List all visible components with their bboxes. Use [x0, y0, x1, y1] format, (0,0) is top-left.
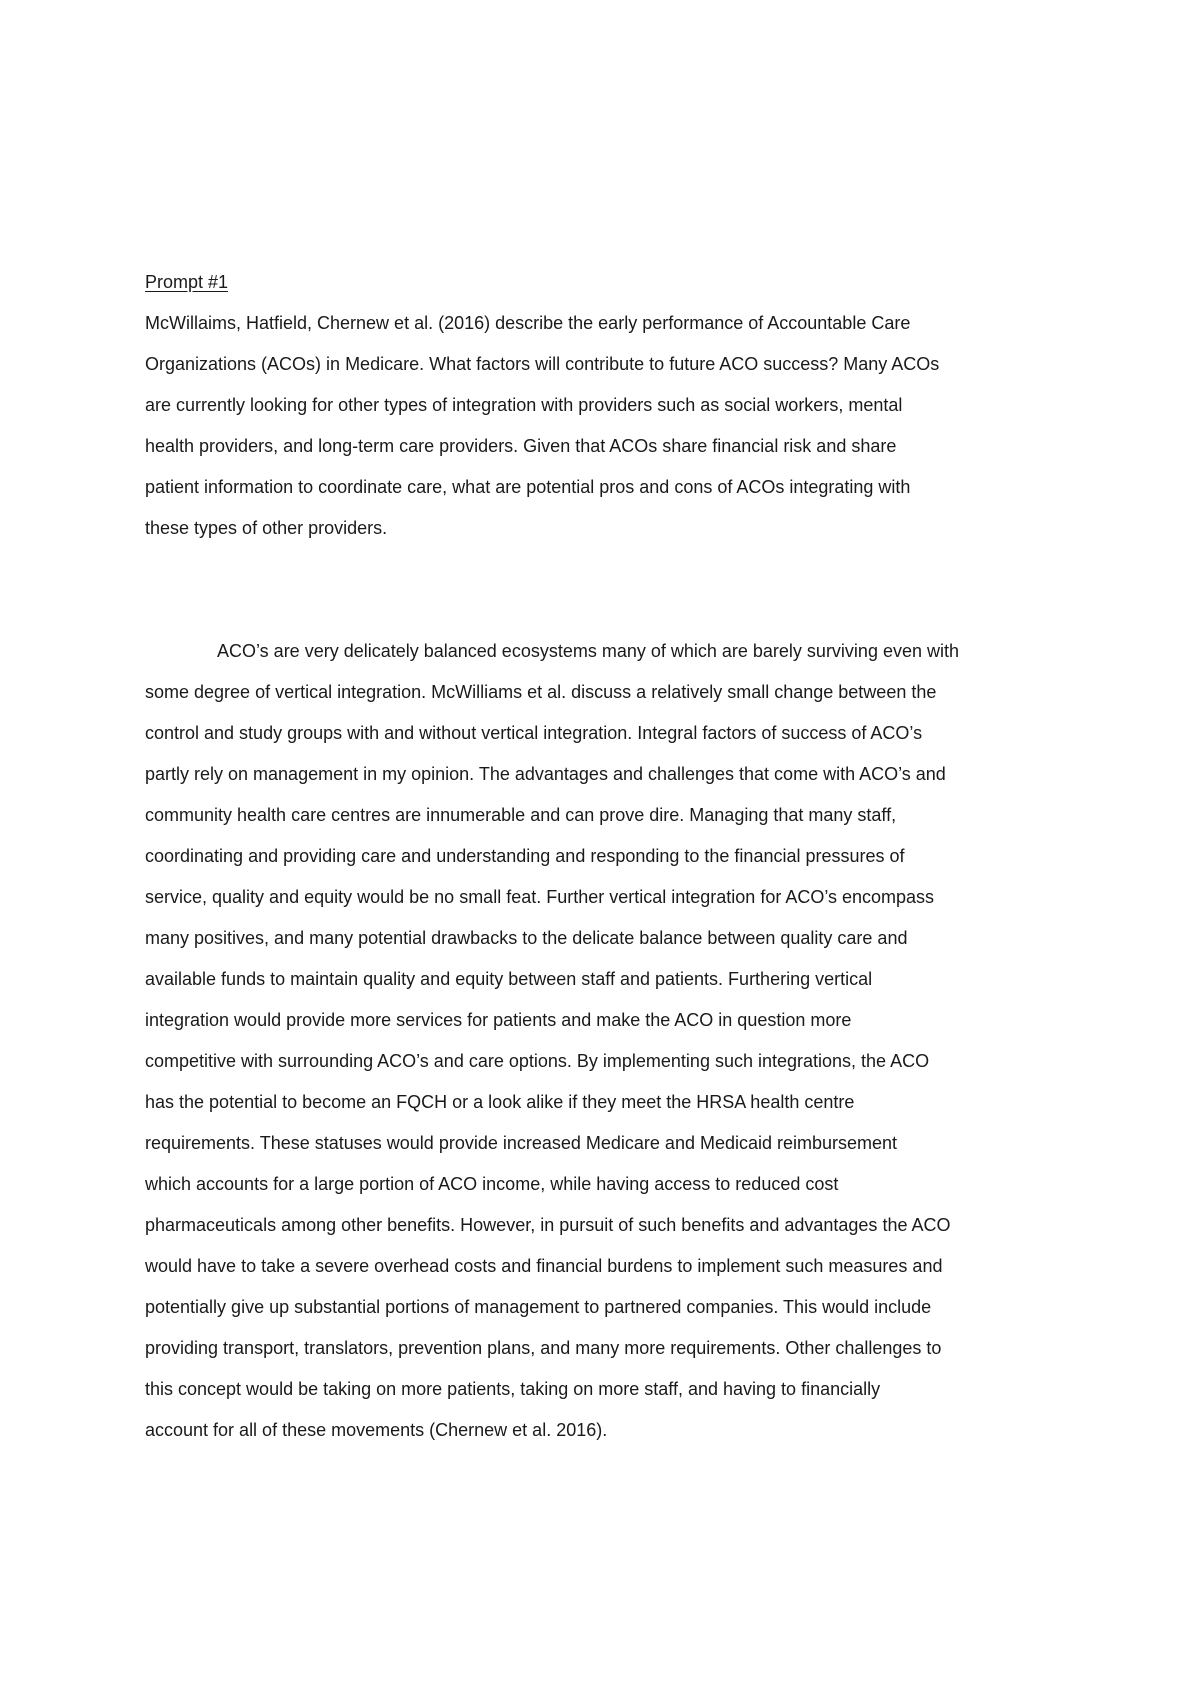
document-body — [145, 262, 1065, 1451]
prompt-line: are currently looking for other types of integration with providers such as social workers, mental — [145, 395, 903, 415]
essay-line: requirements. These statuses would provide increased Medicare and Medicaid reimbursement — [145, 1133, 898, 1153]
essay-line: has the potential to become an FQCH or a look alike if they meet the HRSA health centre — [145, 1092, 855, 1112]
prompt-paragraph — [145, 303, 1065, 549]
essay-line: would have to take a severe overhead costs and financial burdens to implement such measures and — [145, 1256, 943, 1276]
essay-line: competitive with surrounding ACO’s and care options. By implementing such integrations, the ACO — [145, 1051, 930, 1071]
essay-line: providing transport, translators, prevention plans, and many more requirements. Other challenges to — [145, 1338, 942, 1358]
essay-line: this concept would be taking on more patients, taking on more staff, and having to financially — [145, 1379, 881, 1399]
essay-paragraph — [145, 631, 1065, 1451]
prompt-line: patient information to coordinate care, what are potential pros and cons of ACOs integrating with — [145, 477, 911, 497]
essay-line: service, quality and equity would be no small feat. Further vertical integration for ACO’s encompass — [145, 887, 935, 907]
essay-line: coordinating and providing care and understanding and responding to the financial pressures of — [145, 846, 905, 866]
essay-line: partly rely on management in my opinion. The advantages and challenges that come with ACO’s and — [145, 764, 946, 784]
essay-line: pharmaceuticals among other benefits. However, in pursuit of such benefits and advantages the ACO — [145, 1215, 951, 1235]
essay-line: some degree of vertical integration. McWilliams et al. discuss a relatively small change between the — [145, 682, 937, 702]
essay-line: many positives, and many potential drawbacks to the delicate balance between quality care and — [145, 928, 908, 948]
prompt-line: these types of other providers. — [145, 518, 388, 538]
essay-line: which accounts for a large portion of ACO income, while having access to reduced cost — [145, 1174, 839, 1194]
prompt-heading: Prompt #1 — [145, 272, 229, 292]
essay-line: account for all of these movements (Chernew et al. 2016). — [145, 1420, 608, 1440]
essay-line: integration would provide more services for patients and make the ACO in question more — [145, 1010, 852, 1030]
essay-line: available funds to maintain quality and equity between staff and patients. Furthering vertical — [145, 969, 873, 989]
prompt-line: health providers, and long-term care providers. Given that ACOs share financial risk and share — [145, 436, 897, 456]
prompt-line: Organizations (ACOs) in Medicare. What factors will contribute to future ACO success? Many ACOs — [145, 354, 940, 374]
essay-line: potentially give up substantial portions of management to partnered companies. This would include — [145, 1297, 932, 1317]
essay-line: control and study groups with and without vertical integration. Integral factors of success of ACO’s — [145, 723, 923, 743]
essay-line: community health care centres are innumerable and can prove dire. Managing that many staff, — [145, 805, 897, 825]
essay-line: ACO’s are very delicately balanced ecosystems many of which are barely surviving even with — [217, 641, 959, 661]
prompt-heading-row — [145, 262, 1065, 303]
prompt-line: McWillaims, Hatfield, Chernew et al. (2016) describe the early performance of Accountable Care — [145, 313, 911, 333]
